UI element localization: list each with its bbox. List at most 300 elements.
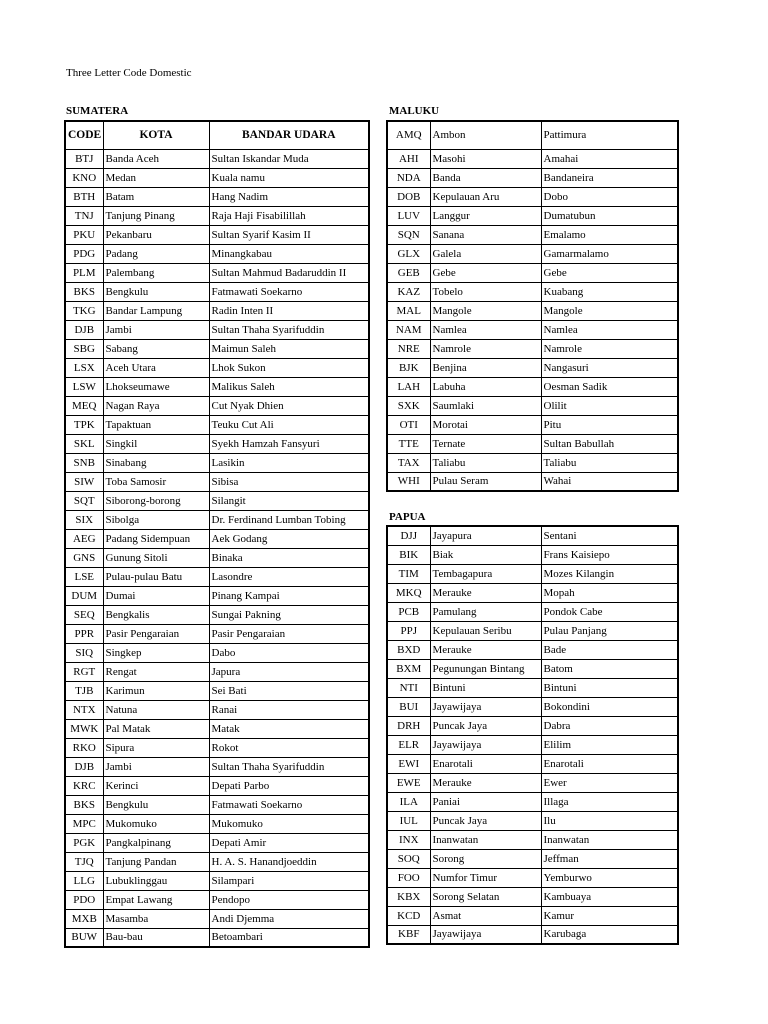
- airport-cell: Dabo: [209, 643, 369, 662]
- city-cell: Mukomuko: [103, 814, 209, 833]
- code-cell: DJJ: [387, 526, 430, 545]
- airport-cell: Bandaneira: [541, 168, 678, 187]
- airport-cell: Pasir Pengaraian: [209, 624, 369, 643]
- city-cell: Namlea: [430, 320, 541, 339]
- code-cell: MWK: [65, 719, 103, 738]
- table-row: [65, 681, 369, 700]
- airport-cell: Emalamo: [541, 225, 678, 244]
- code-cell: TAX: [387, 453, 430, 472]
- code-cell: SQT: [65, 491, 103, 510]
- city-cell: Kerinci: [103, 776, 209, 795]
- code-cell: TKG: [65, 301, 103, 320]
- city-cell: Merauke: [430, 773, 541, 792]
- city-cell: Jayawijaya: [430, 735, 541, 754]
- table-row: [387, 659, 678, 678]
- code-cell: PGK: [65, 833, 103, 852]
- table-row: [387, 187, 678, 206]
- document-title: Three Letter Code Domestic: [66, 67, 192, 79]
- city-cell: Ternate: [430, 434, 541, 453]
- city-cell: Singkep: [103, 643, 209, 662]
- table-row: [65, 149, 369, 168]
- airport-cell: Sibisa: [209, 472, 369, 491]
- code-cell: BKS: [65, 795, 103, 814]
- city-cell: Sibolga: [103, 510, 209, 529]
- table-row: [387, 396, 678, 415]
- airport-cell: Sultan Iskandar Muda: [209, 149, 369, 168]
- code-cell: NAM: [387, 320, 430, 339]
- table-row: [387, 868, 678, 887]
- table-row: [65, 928, 369, 947]
- city-cell: Jambi: [103, 757, 209, 776]
- table-row: [65, 890, 369, 909]
- airport-cell: Gebe: [541, 263, 678, 282]
- city-cell: Biak: [430, 545, 541, 564]
- airport-cell: Dumatubun: [541, 206, 678, 225]
- code-cell: PCB: [387, 602, 430, 621]
- table-row: [387, 339, 678, 358]
- table-row: [387, 564, 678, 583]
- airport-cell: Enarotali: [541, 754, 678, 773]
- airport-cell: Mangole: [541, 301, 678, 320]
- table-row: [387, 168, 678, 187]
- code-cell: EWE: [387, 773, 430, 792]
- code-cell: SXK: [387, 396, 430, 415]
- code-cell: TPK: [65, 415, 103, 434]
- code-cell: ELR: [387, 735, 430, 754]
- code-cell: NRE: [387, 339, 430, 358]
- code-cell: TTE: [387, 434, 430, 453]
- table-row: [65, 320, 369, 339]
- airport-cell: Wahai: [541, 472, 678, 491]
- table-row: [387, 754, 678, 773]
- city-cell: Bengkalis: [103, 605, 209, 624]
- airport-cell: Kuabang: [541, 282, 678, 301]
- city-cell: Taliabu: [430, 453, 541, 472]
- table-row: [65, 263, 369, 282]
- table-row: [387, 149, 678, 168]
- city-cell: Banda Aceh: [103, 149, 209, 168]
- table-row: [65, 168, 369, 187]
- city-cell: Gebe: [430, 263, 541, 282]
- airport-cell: Kambuaya: [541, 887, 678, 906]
- airport-cell: Rokot: [209, 738, 369, 757]
- airport-cell: Lhok Sukon: [209, 358, 369, 377]
- table-row: [65, 244, 369, 263]
- city-cell: Toba Samosir: [103, 472, 209, 491]
- code-cell: KBF: [387, 925, 430, 944]
- table-row: [65, 643, 369, 662]
- airport-cell: Pattimura: [541, 121, 678, 149]
- code-cell: MEQ: [65, 396, 103, 415]
- airport-cell: Lasondre: [209, 567, 369, 586]
- airport-cell: Silampari: [209, 871, 369, 890]
- code-cell: KRC: [65, 776, 103, 795]
- city-cell: Morotai: [430, 415, 541, 434]
- city-cell: Gunung Sitoli: [103, 548, 209, 567]
- city-cell: Masohi: [430, 149, 541, 168]
- city-cell: Sipura: [103, 738, 209, 757]
- code-cell: PPR: [65, 624, 103, 643]
- airport-cell: Gamarmalamo: [541, 244, 678, 263]
- airport-cell: Cut Nyak Dhien: [209, 396, 369, 415]
- city-cell: Sabang: [103, 339, 209, 358]
- table-row: [387, 773, 678, 792]
- city-cell: Rengat: [103, 662, 209, 681]
- table-row: [65, 206, 369, 225]
- table-row: [65, 757, 369, 776]
- table-row: [65, 586, 369, 605]
- city-cell: Enarotali: [430, 754, 541, 773]
- table-row: [65, 529, 369, 548]
- code-cell: SBG: [65, 339, 103, 358]
- code-cell: NTI: [387, 678, 430, 697]
- airport-cell: Hang Nadim: [209, 187, 369, 206]
- table-row: [387, 830, 678, 849]
- code-cell: WHI: [387, 472, 430, 491]
- table-row: [65, 472, 369, 491]
- table-row: [387, 697, 678, 716]
- airport-cell: Ewer: [541, 773, 678, 792]
- airport-cell: Matak: [209, 719, 369, 738]
- city-cell: Padang Sidempuan: [103, 529, 209, 548]
- code-cell: GNS: [65, 548, 103, 567]
- city-cell: Batam: [103, 187, 209, 206]
- table-row: [65, 719, 369, 738]
- city-cell: Dumai: [103, 586, 209, 605]
- code-cell: LSX: [65, 358, 103, 377]
- city-cell: Kepulauan Seribu: [430, 621, 541, 640]
- code-cell: SNB: [65, 453, 103, 472]
- table-row: [65, 491, 369, 510]
- city-cell: Sorong: [430, 849, 541, 868]
- table-row: [65, 833, 369, 852]
- table-row: [387, 121, 678, 149]
- column-header-bandar-udara: BANDAR UDARA: [209, 121, 369, 149]
- table-row: [65, 339, 369, 358]
- city-cell: Natuna: [103, 700, 209, 719]
- airport-cell: Malikus Saleh: [209, 377, 369, 396]
- code-cell: TJQ: [65, 852, 103, 871]
- code-cell: BTH: [65, 187, 103, 206]
- city-cell: Pulau Seram: [430, 472, 541, 491]
- city-cell: Bintuni: [430, 678, 541, 697]
- airport-cell: Radin Inten II: [209, 301, 369, 320]
- table-row: [387, 621, 678, 640]
- code-cell: BIK: [387, 545, 430, 564]
- city-cell: Ambon: [430, 121, 541, 149]
- column-header-kota: KOTA: [103, 121, 209, 149]
- airport-cell: Depati Amir: [209, 833, 369, 852]
- city-cell: Inanwatan: [430, 830, 541, 849]
- code-cell: MXB: [65, 909, 103, 928]
- code-cell: PDG: [65, 244, 103, 263]
- airport-cell: Lasikin: [209, 453, 369, 472]
- airport-cell: Pulau Panjang: [541, 621, 678, 640]
- code-cell: SIX: [65, 510, 103, 529]
- table-row: [387, 811, 678, 830]
- code-cell: RKO: [65, 738, 103, 757]
- code-cell: MAL: [387, 301, 430, 320]
- code-cell: SIW: [65, 472, 103, 491]
- table-row: [65, 909, 369, 928]
- table-row: [65, 282, 369, 301]
- airport-cell: Elilim: [541, 735, 678, 754]
- table-row: [65, 776, 369, 795]
- code-cell: AMQ: [387, 121, 430, 149]
- airport-cell: Binaka: [209, 548, 369, 567]
- code-cell: TJB: [65, 681, 103, 700]
- city-cell: Merauke: [430, 583, 541, 602]
- table-row: [65, 624, 369, 643]
- airport-cell: Pitu: [541, 415, 678, 434]
- table-row: [65, 358, 369, 377]
- city-cell: Tobelo: [430, 282, 541, 301]
- code-cell: EWI: [387, 754, 430, 773]
- airport-cell: Pondok Cabe: [541, 602, 678, 621]
- table-row: [387, 640, 678, 659]
- column-header-code: CODE: [65, 121, 103, 149]
- table-row: [65, 662, 369, 681]
- airport-cell: Ranai: [209, 700, 369, 719]
- table-row: [387, 583, 678, 602]
- city-cell: Kepulauan Aru: [430, 187, 541, 206]
- table-row: [65, 852, 369, 871]
- code-cell: BUW: [65, 928, 103, 947]
- airport-cell: Bokondini: [541, 697, 678, 716]
- city-cell: Pal Matak: [103, 719, 209, 738]
- table-row: [387, 792, 678, 811]
- city-cell: Sorong Selatan: [430, 887, 541, 906]
- table-row: [65, 605, 369, 624]
- airport-cell: Sungai Pakning: [209, 605, 369, 624]
- code-cell: BKS: [65, 282, 103, 301]
- city-cell: Masamba: [103, 909, 209, 928]
- city-cell: Pekanbaru: [103, 225, 209, 244]
- code-cell: LAH: [387, 377, 430, 396]
- airport-cell: Olilit: [541, 396, 678, 415]
- city-cell: Lhokseumawe: [103, 377, 209, 396]
- table-row: [387, 225, 678, 244]
- city-cell: Labuha: [430, 377, 541, 396]
- section-title-sumatera: SUMATERA: [66, 105, 129, 117]
- code-cell: NTX: [65, 700, 103, 719]
- city-cell: Paniai: [430, 792, 541, 811]
- section-title-papua: PAPUA: [389, 511, 426, 523]
- airport-cell: Silangit: [209, 491, 369, 510]
- airport-cell: Ilu: [541, 811, 678, 830]
- airport-cell: Mozes Kilangin: [541, 564, 678, 583]
- airport-cell: Japura: [209, 662, 369, 681]
- code-cell: GEB: [387, 263, 430, 282]
- table-row: [387, 320, 678, 339]
- table-row: [65, 453, 369, 472]
- table-row: [387, 301, 678, 320]
- city-cell: Benjina: [430, 358, 541, 377]
- code-cell: BUI: [387, 697, 430, 716]
- airport-cell: Sultan Mahmud Badaruddin II: [209, 263, 369, 282]
- table-row: [387, 678, 678, 697]
- code-cell: KCD: [387, 906, 430, 925]
- airport-cell: Dabra: [541, 716, 678, 735]
- airport-cell: Sultan Thaha Syarifuddin: [209, 757, 369, 776]
- city-cell: Pangkalpinang: [103, 833, 209, 852]
- code-cell: KNO: [65, 168, 103, 187]
- city-cell: Asmat: [430, 906, 541, 925]
- airport-cell: Mukomuko: [209, 814, 369, 833]
- code-cell: LSW: [65, 377, 103, 396]
- city-cell: Sinabang: [103, 453, 209, 472]
- airport-cell: Namrole: [541, 339, 678, 358]
- city-cell: Pulau-pulau Batu: [103, 567, 209, 586]
- code-cell: DUM: [65, 586, 103, 605]
- table-row: [65, 738, 369, 757]
- city-cell: Bau-bau: [103, 928, 209, 947]
- code-cell: MKQ: [387, 583, 430, 602]
- airport-cell: Depati Parbo: [209, 776, 369, 795]
- table-row: [65, 548, 369, 567]
- city-cell: Numfor Timur: [430, 868, 541, 887]
- table-row: [387, 358, 678, 377]
- airport-cell: Maimun Saleh: [209, 339, 369, 358]
- code-cell: PLM: [65, 263, 103, 282]
- airport-cell: H. A. S. Hanandjoeddin: [209, 852, 369, 871]
- city-cell: Banda: [430, 168, 541, 187]
- maluku-table: [386, 120, 679, 492]
- city-cell: Tanjung Pandan: [103, 852, 209, 871]
- code-cell: PKU: [65, 225, 103, 244]
- code-cell: SIQ: [65, 643, 103, 662]
- airport-cell: Amahai: [541, 149, 678, 168]
- code-cell: BJK: [387, 358, 430, 377]
- city-cell: Tapaktuan: [103, 415, 209, 434]
- code-cell: RGT: [65, 662, 103, 681]
- city-cell: Tanjung Pinang: [103, 206, 209, 225]
- table-row: [387, 206, 678, 225]
- airport-cell: Frans Kaisiepo: [541, 545, 678, 564]
- city-cell: Pegunungan Bintang: [430, 659, 541, 678]
- airport-cell: Namlea: [541, 320, 678, 339]
- city-cell: Galela: [430, 244, 541, 263]
- table-row: [387, 244, 678, 263]
- table-row: [65, 377, 369, 396]
- airport-cell: Dobo: [541, 187, 678, 206]
- city-cell: Jambi: [103, 320, 209, 339]
- code-cell: KAZ: [387, 282, 430, 301]
- papua-table: [386, 525, 679, 945]
- city-cell: Mangole: [430, 301, 541, 320]
- airport-cell: Kuala namu: [209, 168, 369, 187]
- city-cell: Merauke: [430, 640, 541, 659]
- airport-cell: Inanwatan: [541, 830, 678, 849]
- city-cell: Jayawijaya: [430, 925, 541, 944]
- airport-cell: Teuku Cut Ali: [209, 415, 369, 434]
- sumatera-table: [64, 120, 370, 948]
- code-cell: SEQ: [65, 605, 103, 624]
- city-cell: Singkil: [103, 434, 209, 453]
- airport-cell: Batom: [541, 659, 678, 678]
- city-cell: Nagan Raya: [103, 396, 209, 415]
- airport-cell: Sultan Thaha Syarifuddin: [209, 320, 369, 339]
- code-cell: AEG: [65, 529, 103, 548]
- table-row: [387, 925, 678, 944]
- airport-cell: Andi Djemma: [209, 909, 369, 928]
- city-cell: Bengkulu: [103, 282, 209, 301]
- city-cell: Namrole: [430, 339, 541, 358]
- airport-cell: Aek Godang: [209, 529, 369, 548]
- city-cell: Sanana: [430, 225, 541, 244]
- code-cell: LLG: [65, 871, 103, 890]
- table-row: [387, 282, 678, 301]
- airport-cell: Fatmawati Soekarno: [209, 795, 369, 814]
- table-row: [387, 887, 678, 906]
- city-cell: Puncak Jaya: [430, 811, 541, 830]
- airport-cell: Jeffman: [541, 849, 678, 868]
- table-row: [65, 814, 369, 833]
- code-cell: IUL: [387, 811, 430, 830]
- city-cell: Medan: [103, 168, 209, 187]
- city-cell: Pasir Pengaraian: [103, 624, 209, 643]
- city-cell: Jayawijaya: [430, 697, 541, 716]
- table-row: [387, 472, 678, 491]
- city-cell: Jayapura: [430, 526, 541, 545]
- code-cell: DJB: [65, 320, 103, 339]
- table-row: [387, 263, 678, 282]
- table-row: [387, 377, 678, 396]
- code-cell: BTJ: [65, 149, 103, 168]
- code-cell: SKL: [65, 434, 103, 453]
- table-row: [65, 871, 369, 890]
- code-cell: OTI: [387, 415, 430, 434]
- airport-cell: Pendopo: [209, 890, 369, 909]
- code-cell: FOO: [387, 868, 430, 887]
- city-cell: Aceh Utara: [103, 358, 209, 377]
- code-cell: SOQ: [387, 849, 430, 868]
- table-row: [387, 415, 678, 434]
- table-row: [387, 849, 678, 868]
- table-row: [65, 301, 369, 320]
- table-row: [387, 735, 678, 754]
- airport-cell: Yemburwo: [541, 868, 678, 887]
- airport-cell: Minangkabau: [209, 244, 369, 263]
- table-row: [387, 526, 678, 545]
- code-cell: INX: [387, 830, 430, 849]
- table-row: [65, 567, 369, 586]
- airport-cell: Kamur: [541, 906, 678, 925]
- code-cell: LSE: [65, 567, 103, 586]
- table-row: [387, 906, 678, 925]
- code-cell: PDO: [65, 890, 103, 909]
- city-cell: Siborong-borong: [103, 491, 209, 510]
- city-cell: Pamulang: [430, 602, 541, 621]
- table-row: [65, 795, 369, 814]
- section-title-maluku: MALUKU: [389, 105, 440, 117]
- city-cell: Karimun: [103, 681, 209, 700]
- table-row: [65, 415, 369, 434]
- code-cell: BXD: [387, 640, 430, 659]
- code-cell: ILA: [387, 792, 430, 811]
- table-row: [65, 700, 369, 719]
- code-cell: TIM: [387, 564, 430, 583]
- city-cell: Palembang: [103, 263, 209, 282]
- airport-cell: Pinang Kampai: [209, 586, 369, 605]
- airport-cell: Raja Haji Fisabilillah: [209, 206, 369, 225]
- code-cell: KBX: [387, 887, 430, 906]
- code-cell: LUV: [387, 206, 430, 225]
- code-cell: PPJ: [387, 621, 430, 640]
- city-cell: Langgur: [430, 206, 541, 225]
- table-row: [65, 396, 369, 415]
- code-cell: NDA: [387, 168, 430, 187]
